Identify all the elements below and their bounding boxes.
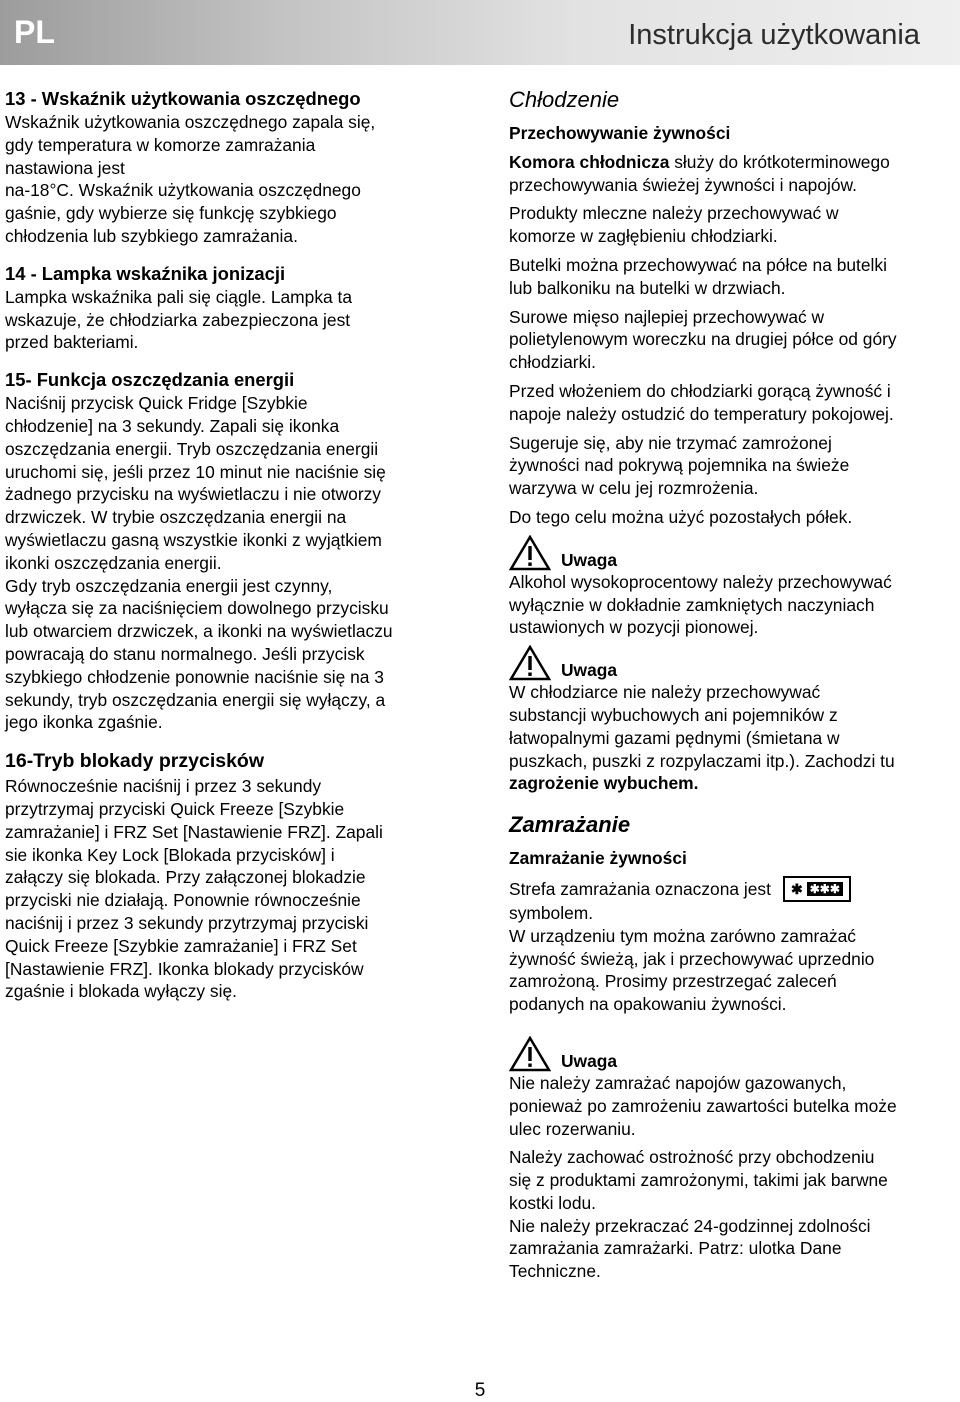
zone-line xyxy=(509,876,955,902)
text-line: oszczędzania energii. Tryb oszczędzania energii xyxy=(5,438,379,459)
paragraph xyxy=(509,202,955,248)
section-16 xyxy=(5,748,453,1003)
text-line: substancji wybuchowych ani pojemników z xyxy=(509,704,838,725)
text-line: Quick Freeze [Szybkie zamrażanie] i FRZ Set xyxy=(5,935,357,956)
text-line: lub balkoniku na butelki w drzwiach. xyxy=(509,277,786,298)
text-span: służy do krótkoterminowego xyxy=(669,151,890,172)
warning-triangle-icon xyxy=(509,535,551,571)
section-15 xyxy=(5,367,453,734)
section-16-heading: 16-Tryb blokady przycisków xyxy=(5,750,265,773)
text-line: przytrzymaj przyciski Quick Freeze [Szybkie xyxy=(5,798,345,819)
food-freezing-subheading: Zamrażanie żywności xyxy=(509,848,687,869)
text-line: polietylenowym woreczku na drugiej półce od góry xyxy=(509,329,897,350)
section-14 xyxy=(5,261,453,354)
warning-label: Uwaga xyxy=(561,1050,618,1071)
text-line: Równocześnie naciśnij i przez 3 sekundy xyxy=(5,776,322,797)
text-line: wyświetlaczu gasną wszystkie ikonki z wyjątkiem xyxy=(5,529,382,550)
paragraph xyxy=(509,380,955,426)
text-line: żywność świeżą, jak i przechowywać uprzednio xyxy=(509,948,875,969)
text-line: kostki lodu. xyxy=(509,1192,596,1213)
text-line: gdy temperatura w komorze zamrażania xyxy=(5,134,316,155)
text-line: Surowe mięso najlepiej przechowywać w xyxy=(509,306,825,327)
paragraph xyxy=(509,506,955,529)
text-line: symbolem. xyxy=(509,902,594,923)
text-line: podanych na opakowaniu żywności. xyxy=(509,994,787,1015)
text-line: Nie należy zamrażać napojów gazowanych, xyxy=(509,1072,847,1093)
freezer-star-symbol-icon xyxy=(783,876,851,902)
text-line: chłodzenia lub szybkiego zamrażania. xyxy=(5,225,298,246)
text-line: drzwiczek. W trybie oszczędzania energii na xyxy=(5,507,347,528)
warning-label: Uwaga xyxy=(561,660,618,681)
text-line: Techniczne. xyxy=(509,1261,601,1282)
text-line: przyciski nie działają. Ponownie równocześnie xyxy=(5,890,361,911)
text-line: Do tego celu można użyć pozostałych półek. xyxy=(509,506,853,527)
text-line: napoje należy ostudzić do temperatury pokojowej. xyxy=(509,403,894,424)
text-line: chłodziarki. xyxy=(509,352,596,373)
text-line: Butelki można przechowywać na półce na butelki xyxy=(509,254,887,275)
text-line: chłodzenie] na 3 sekundy. Zapali się ikonka xyxy=(5,415,340,436)
text-line: Przed włożeniem do chłodziarki gorącą żywność i xyxy=(509,380,891,401)
paragraph xyxy=(509,1146,955,1283)
text-line: naciśnij i przez 3 sekundy przytrzymaj przyciski xyxy=(5,912,369,933)
paragraph xyxy=(509,254,955,300)
text-line: sekundy, tryb oszczędzania energii się wyłączy, a xyxy=(5,689,386,710)
text-line: lub otwarciem drzwiczek, a ikonki na wyświetlaczu xyxy=(5,621,393,642)
text-line: W chłodziarce nie należy przechowywać xyxy=(509,682,821,703)
text-line: gaśnie, gdy wybierze się funkcję szybkiego xyxy=(5,203,337,224)
section-13 xyxy=(5,86,453,248)
section-13-heading: 13 - Wskaźnik użytkowania oszczędnego xyxy=(5,88,361,109)
paragraph xyxy=(509,432,955,500)
paragraph xyxy=(509,1072,955,1140)
paragraph xyxy=(509,306,955,374)
food-storage-subheading: Przechowywanie żywności xyxy=(509,123,731,143)
text-line: zgaśnie i blokada wyłączy się. xyxy=(5,981,237,1002)
text-line: wyłącznie w dokładnie zamkniętych naczyniach xyxy=(509,594,875,615)
paragraph xyxy=(509,571,955,639)
text-line: zamrażanie] i FRZ Set [Nastawienie FRZ]. Zapali xyxy=(5,821,383,842)
text-line xyxy=(509,151,955,174)
paragraph xyxy=(509,681,955,795)
text-line: na-18°C. Wskaźnik użytkowania oszczędnego xyxy=(5,180,361,201)
page-header xyxy=(0,0,960,65)
paragraph xyxy=(509,876,955,1016)
text-line: żadnego przycisku na wyświetlaczu i nie otworzy xyxy=(5,484,381,505)
text-line: żywności nad pokrywą pojemnika na świeże xyxy=(509,455,850,476)
text-line: zamrożoną. Prosimy przestrzegać zaleceń xyxy=(509,971,837,992)
right-column xyxy=(509,86,955,1289)
text-line: jego ikonka zgaśnie. xyxy=(5,712,163,733)
warning-2 xyxy=(509,645,955,681)
text-line: sie ikonka Key Lock [Blokada przycisków] i xyxy=(5,844,335,865)
text-line: ustawionych w pozycji pionowej. xyxy=(509,617,759,638)
warning-label: Uwaga xyxy=(561,549,618,570)
text-line: W urządzeniu tym można zarówno zamrażać xyxy=(509,925,856,946)
text-line: wskazuje, że chłodziarka zabezpieczona jest xyxy=(5,309,351,330)
text-line: załączy się blokada. Przy załączonej blokadzie xyxy=(5,867,366,888)
text-line: Lampka wskaźnika pali się ciągle. Lampka ta xyxy=(5,286,353,307)
text-line: łatwopalnymi gazami pędnymi (śmietana w xyxy=(509,727,840,748)
explosion-hazard-text: zagrożenie wybuchem. xyxy=(509,773,699,794)
text-line: puszkach, puszki z rozpylaczami itp.). Zachodzi tu xyxy=(509,750,895,771)
paragraph xyxy=(509,151,955,197)
fridge-compartment-bold: Komora chłodnicza xyxy=(509,151,670,172)
text-line: ponieważ po zamrożeniu zawartości butelka może xyxy=(509,1095,897,1116)
language-code: PL xyxy=(14,14,55,50)
text-span: Strefa zamrażania oznaczona jest xyxy=(509,878,771,899)
document-title: Instrukcja użytkowania xyxy=(628,19,920,51)
text-line: Produkty mleczne należy przechowywać w xyxy=(509,203,839,224)
text-line: przechowywania świeżej żywności i napojów. xyxy=(509,174,857,195)
text-line: [Nastawienie FRZ]. Ikonka blokady przycisków xyxy=(5,958,364,979)
text-line: uruchomi się, jeśli przez 10 minut nie naciśnie się xyxy=(5,461,386,482)
text-line: Należy zachować ostrożność przy obchodzeniu xyxy=(509,1147,875,1168)
stars-glyph: ✱✱✱ xyxy=(807,882,843,896)
text-line: Wskaźnik użytkowania oszczędnego zapala się, xyxy=(5,112,376,132)
text-line: nastawiona jest xyxy=(5,157,125,178)
section-14-heading: 14 - Lampka wskaźnika jonizacji xyxy=(5,262,286,284)
text-line: Naciśnij przycisk Quick Fridge [Szybkie xyxy=(5,393,308,414)
text-line: warzywa w celu jej rozmrożenia. xyxy=(509,478,759,499)
left-column xyxy=(5,86,453,1016)
text-line: ikonki oszczędzania energii. xyxy=(5,552,222,573)
text-line: się z produktami zamrożonymi, takimi jak barwne xyxy=(509,1170,888,1191)
text-line: szybkiego chłodzenie ponownie naciśnie się na 3 xyxy=(5,666,384,687)
warning-triangle-icon xyxy=(509,1036,551,1072)
text-line: Gdy tryb oszczędzania energii jest czynny, xyxy=(5,575,333,596)
warning-triangle-icon xyxy=(509,645,551,681)
text-line: Alkohol wysokoprocentowy należy przechowywać xyxy=(509,571,892,592)
text-line: powracają do stanu normalnego. Jeśli przycisk xyxy=(5,643,365,664)
freezing-heading: Zamrażanie xyxy=(509,812,631,838)
text-line: ulec rozerwaniu. xyxy=(509,1118,636,1139)
cooling-heading: Chłodzenie xyxy=(509,87,620,112)
text-line: zamrażania zamrażarki. Patrz: ulotka Dane xyxy=(509,1238,842,1259)
text-line: przed bakteriami. xyxy=(5,332,139,353)
warning-3 xyxy=(509,1036,955,1072)
section-15-heading: 15- Funkcja oszczędzania energii xyxy=(5,369,295,391)
page-number: 5 xyxy=(474,1380,486,1401)
text-line: komorze w zagłębieniu chłodziarki. xyxy=(509,226,778,247)
warning-1 xyxy=(509,535,955,571)
star-glyph: ✱ xyxy=(791,880,803,897)
text-line: Sugeruje się, aby nie trzymać zamrożonej xyxy=(509,432,832,453)
text-line: wyłącza się za naciśnięciem dowolnego przycisku xyxy=(5,598,389,619)
text-line: Nie należy przekraczać 24-godzinnej zdolności xyxy=(509,1215,871,1236)
